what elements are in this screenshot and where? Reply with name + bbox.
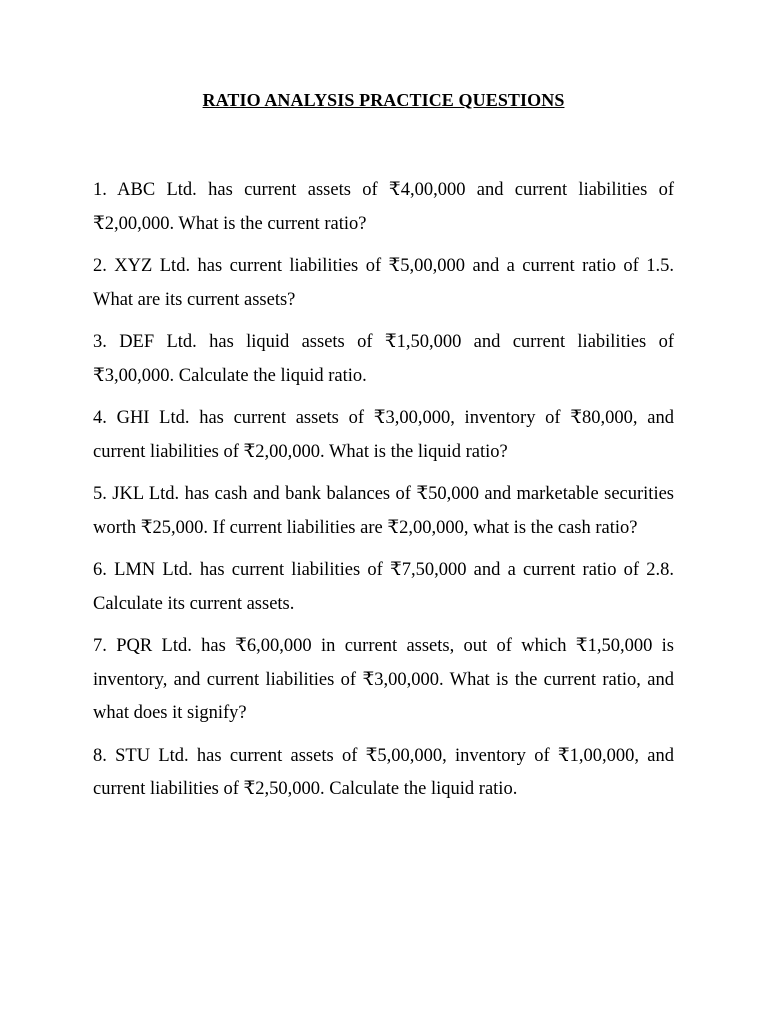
question-8: 8. STU Ltd. has current assets of ₹5,00,000, inventory of ₹1,00,000, and current liabilities of ₹2,50,000. Calculate the liquid ratio. [93, 745, 674, 799]
document-title: RATIO ANALYSIS PRACTICE QUESTIONS [202, 90, 565, 110]
question-5: 5. JKL Ltd. has cash and bank balances of ₹50,000 and marketable securities worth ₹25,000. If current liabilities are ₹2,00,000, what is the cash ratio? [93, 484, 674, 538]
document-page [93, 88, 674, 816]
question-6: 6. LMN Ltd. has current liabilities of ₹7,50,000 and a current ratio of 2.8. Calculate its current assets. [93, 560, 674, 614]
question-2: 2. XYZ Ltd. has current liabilities of ₹5,00,000 and a current ratio of 1.5. What are its current assets? [93, 256, 674, 310]
question-7: 7. PQR Ltd. has ₹6,00,000 in current assets, out of which ₹1,50,000 is inventory, and current liabilities of ₹3,00,000. What is the current ratio, and what does it signify? [93, 636, 674, 723]
question-list [93, 174, 674, 807]
question-1: 1. ABC Ltd. has current assets of ₹4,00,000 and current liabilities of ₹2,00,000. What is the current ratio? [93, 180, 674, 234]
question-3: 3. DEF Ltd. has liquid assets of ₹1,50,000 and current liabilities of ₹3,00,000. Calculate the liquid ratio. [93, 332, 674, 386]
question-4: 4. GHI Ltd. has current assets of ₹3,00,000, inventory of ₹80,000, and current liabilities of ₹2,00,000. What is the liquid ratio? [93, 408, 674, 462]
